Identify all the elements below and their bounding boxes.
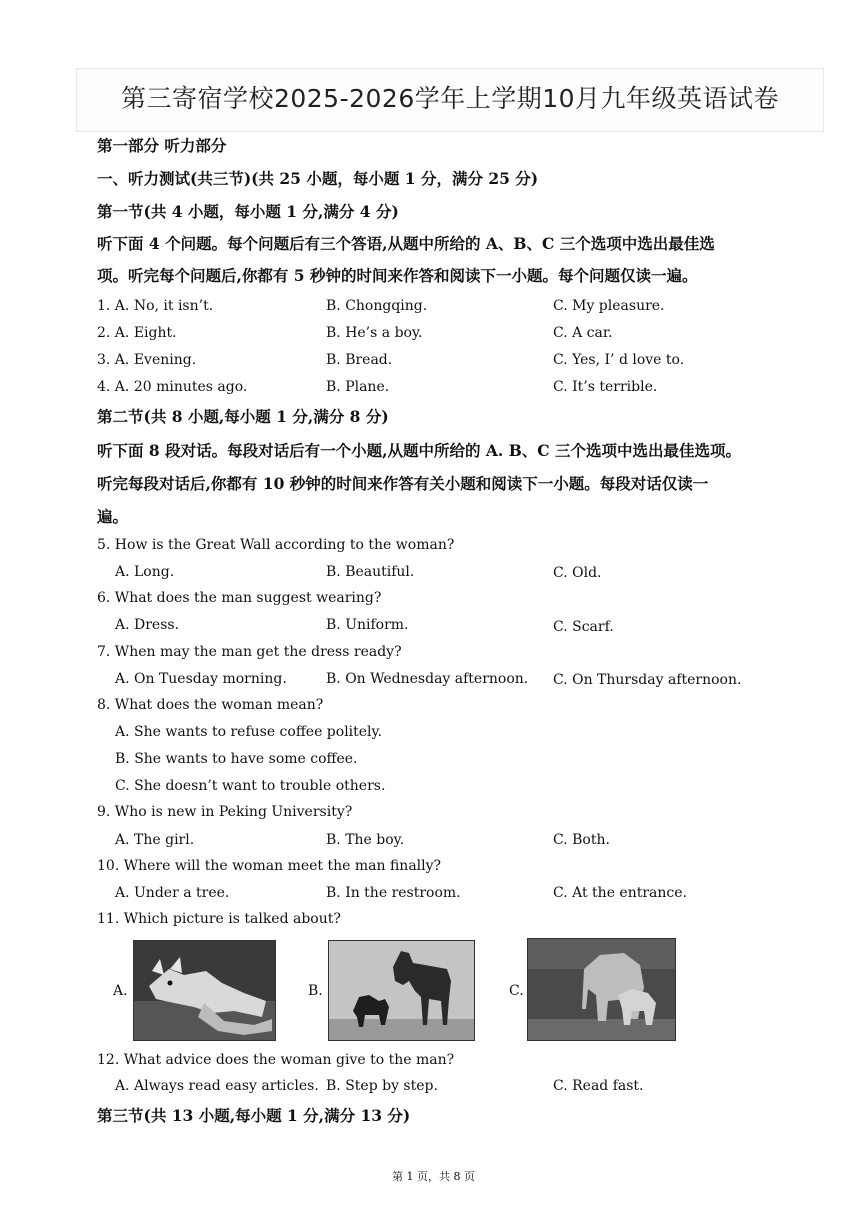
- q3-option-a: 3. A. Evening.: [97, 352, 197, 368]
- q2-option-c: C. A car.: [553, 325, 613, 341]
- q8-option-a: A. She wants to refuse coffee politely.: [115, 724, 383, 740]
- q11-picture-c-elephants: [527, 938, 676, 1041]
- q12-option-c: C. Read fast.: [553, 1078, 644, 1094]
- page-title: 第三寄宿学校2025-2026学年上学期10月九年级英语试卷: [120, 84, 780, 113]
- q6-option-a: A. Dress.: [115, 617, 180, 633]
- q8-text: 8. What does the woman mean?: [97, 697, 324, 713]
- q6-option-b: B. Uniform.: [326, 617, 409, 633]
- q9-option-c: C. Both.: [553, 832, 610, 848]
- q1-option-a: 1. A. No, it isn’t.: [97, 298, 214, 314]
- section3-heading: 第三节(共 13 小题,每小题 1 分,满分 13 分): [97, 1106, 411, 1125]
- q3-option-b: B. Bread.: [326, 352, 393, 368]
- title-box: [76, 68, 824, 132]
- q7-option-a: A. On Tuesday morning.: [115, 671, 287, 687]
- q11-option-a-label: A.: [113, 983, 128, 999]
- q9-option-a: A. The girl.: [115, 832, 195, 848]
- q9-text: 9. Who is new in Peking University?: [97, 804, 353, 820]
- section2-instruction-3: 遍。: [97, 507, 129, 526]
- page-footer: 第 1 页，共 8 页: [392, 1170, 475, 1183]
- q6-option-c: C. Scarf.: [553, 619, 614, 635]
- q2-option-a: 2. A. Eight.: [97, 325, 177, 341]
- q4-option-a: 4. A. 20 minutes ago.: [97, 379, 248, 395]
- q4-option-b: B. Plane.: [326, 379, 390, 395]
- q10-option-c: C. At the entrance.: [553, 885, 687, 901]
- q7-text: 7. When may the man get the dress ready?: [97, 644, 402, 660]
- q10-option-a: A. Under a tree.: [115, 885, 230, 901]
- section2-instruction-1: 听下面 8 段对话。每段对话后有一个小题,从题中所给的 A. B、C 三个选项中选出最佳选项。: [97, 441, 742, 460]
- q8-option-b: B. She wants to have some coffee.: [115, 751, 358, 767]
- q4-option-c: C. It’s terrible.: [553, 379, 658, 395]
- elephant-photo: [528, 939, 675, 1040]
- q7-option-c: C. On Thursday afternoon.: [553, 672, 742, 688]
- section1-instruction-2: 项。听完每个问题后,你都有 5 秒钟的时间来作答和阅读下一小题。每个问题仅读一遍。: [97, 266, 698, 285]
- q10-option-b: B. In the restroom.: [326, 885, 461, 901]
- horse-photo: [329, 941, 474, 1040]
- q11-text: 11. Which picture is talked about?: [97, 911, 341, 927]
- part-heading: 第一部分 听力部分: [97, 136, 227, 155]
- q3-option-c: C. Yes, I’ d love to.: [553, 352, 685, 368]
- q5-option-c: C. Old.: [553, 565, 602, 581]
- q5-option-a: A. Long.: [115, 564, 175, 580]
- dog-photo: [134, 941, 275, 1040]
- q12-option-a: A. Always read easy articles.: [115, 1078, 319, 1094]
- q6-text: 6. What does the man suggest wearing?: [97, 590, 382, 606]
- section2-instruction-2: 听完每段对话后,你都有 10 秒钟的时间来作答有关小题和阅读下一小题。每段对话仅读一: [97, 474, 709, 493]
- q11-picture-b-horse-and-dog: [328, 940, 475, 1041]
- q11-option-b-label: B.: [308, 983, 323, 999]
- q8-option-c: C. She doesn’t want to trouble others.: [115, 778, 386, 794]
- q1-option-c: C. My pleasure.: [553, 298, 665, 314]
- section2-heading: 第二节(共 8 小题,每小题 1 分,满分 8 分): [97, 407, 389, 426]
- q5-option-b: B. Beautiful.: [326, 564, 415, 580]
- q5-text: 5. How is the Great Wall according to the woman?: [97, 537, 455, 553]
- section1-instruction-1: 听下面 4 个问题。每个问题后有三个答语,从题中所给的 A、B、C 三个选项中选出最佳选: [97, 234, 715, 253]
- q12-text: 12. What advice does the woman give to the man?: [97, 1052, 455, 1068]
- section1-heading: 第一节(共 4 小题，每小题 1 分,满分 4 分): [97, 202, 399, 221]
- q12-option-b: B. Step by step.: [326, 1078, 438, 1094]
- section-main-heading: 一、听力测试(共三节)(共 25 小题，每小题 1 分，满分 25 分): [97, 169, 539, 188]
- q1-option-b: B. Chongqing.: [326, 298, 428, 314]
- q9-option-b: B. The boy.: [326, 832, 405, 848]
- q2-option-b: B. He’s a boy.: [326, 325, 423, 341]
- q11-picture-a-dog: [133, 940, 276, 1041]
- q11-option-c-label: C.: [509, 983, 524, 999]
- q7-option-b: B. On Wednesday afternoon.: [326, 671, 529, 687]
- q10-text: 10. Where will the woman meet the man finally?: [97, 858, 442, 874]
